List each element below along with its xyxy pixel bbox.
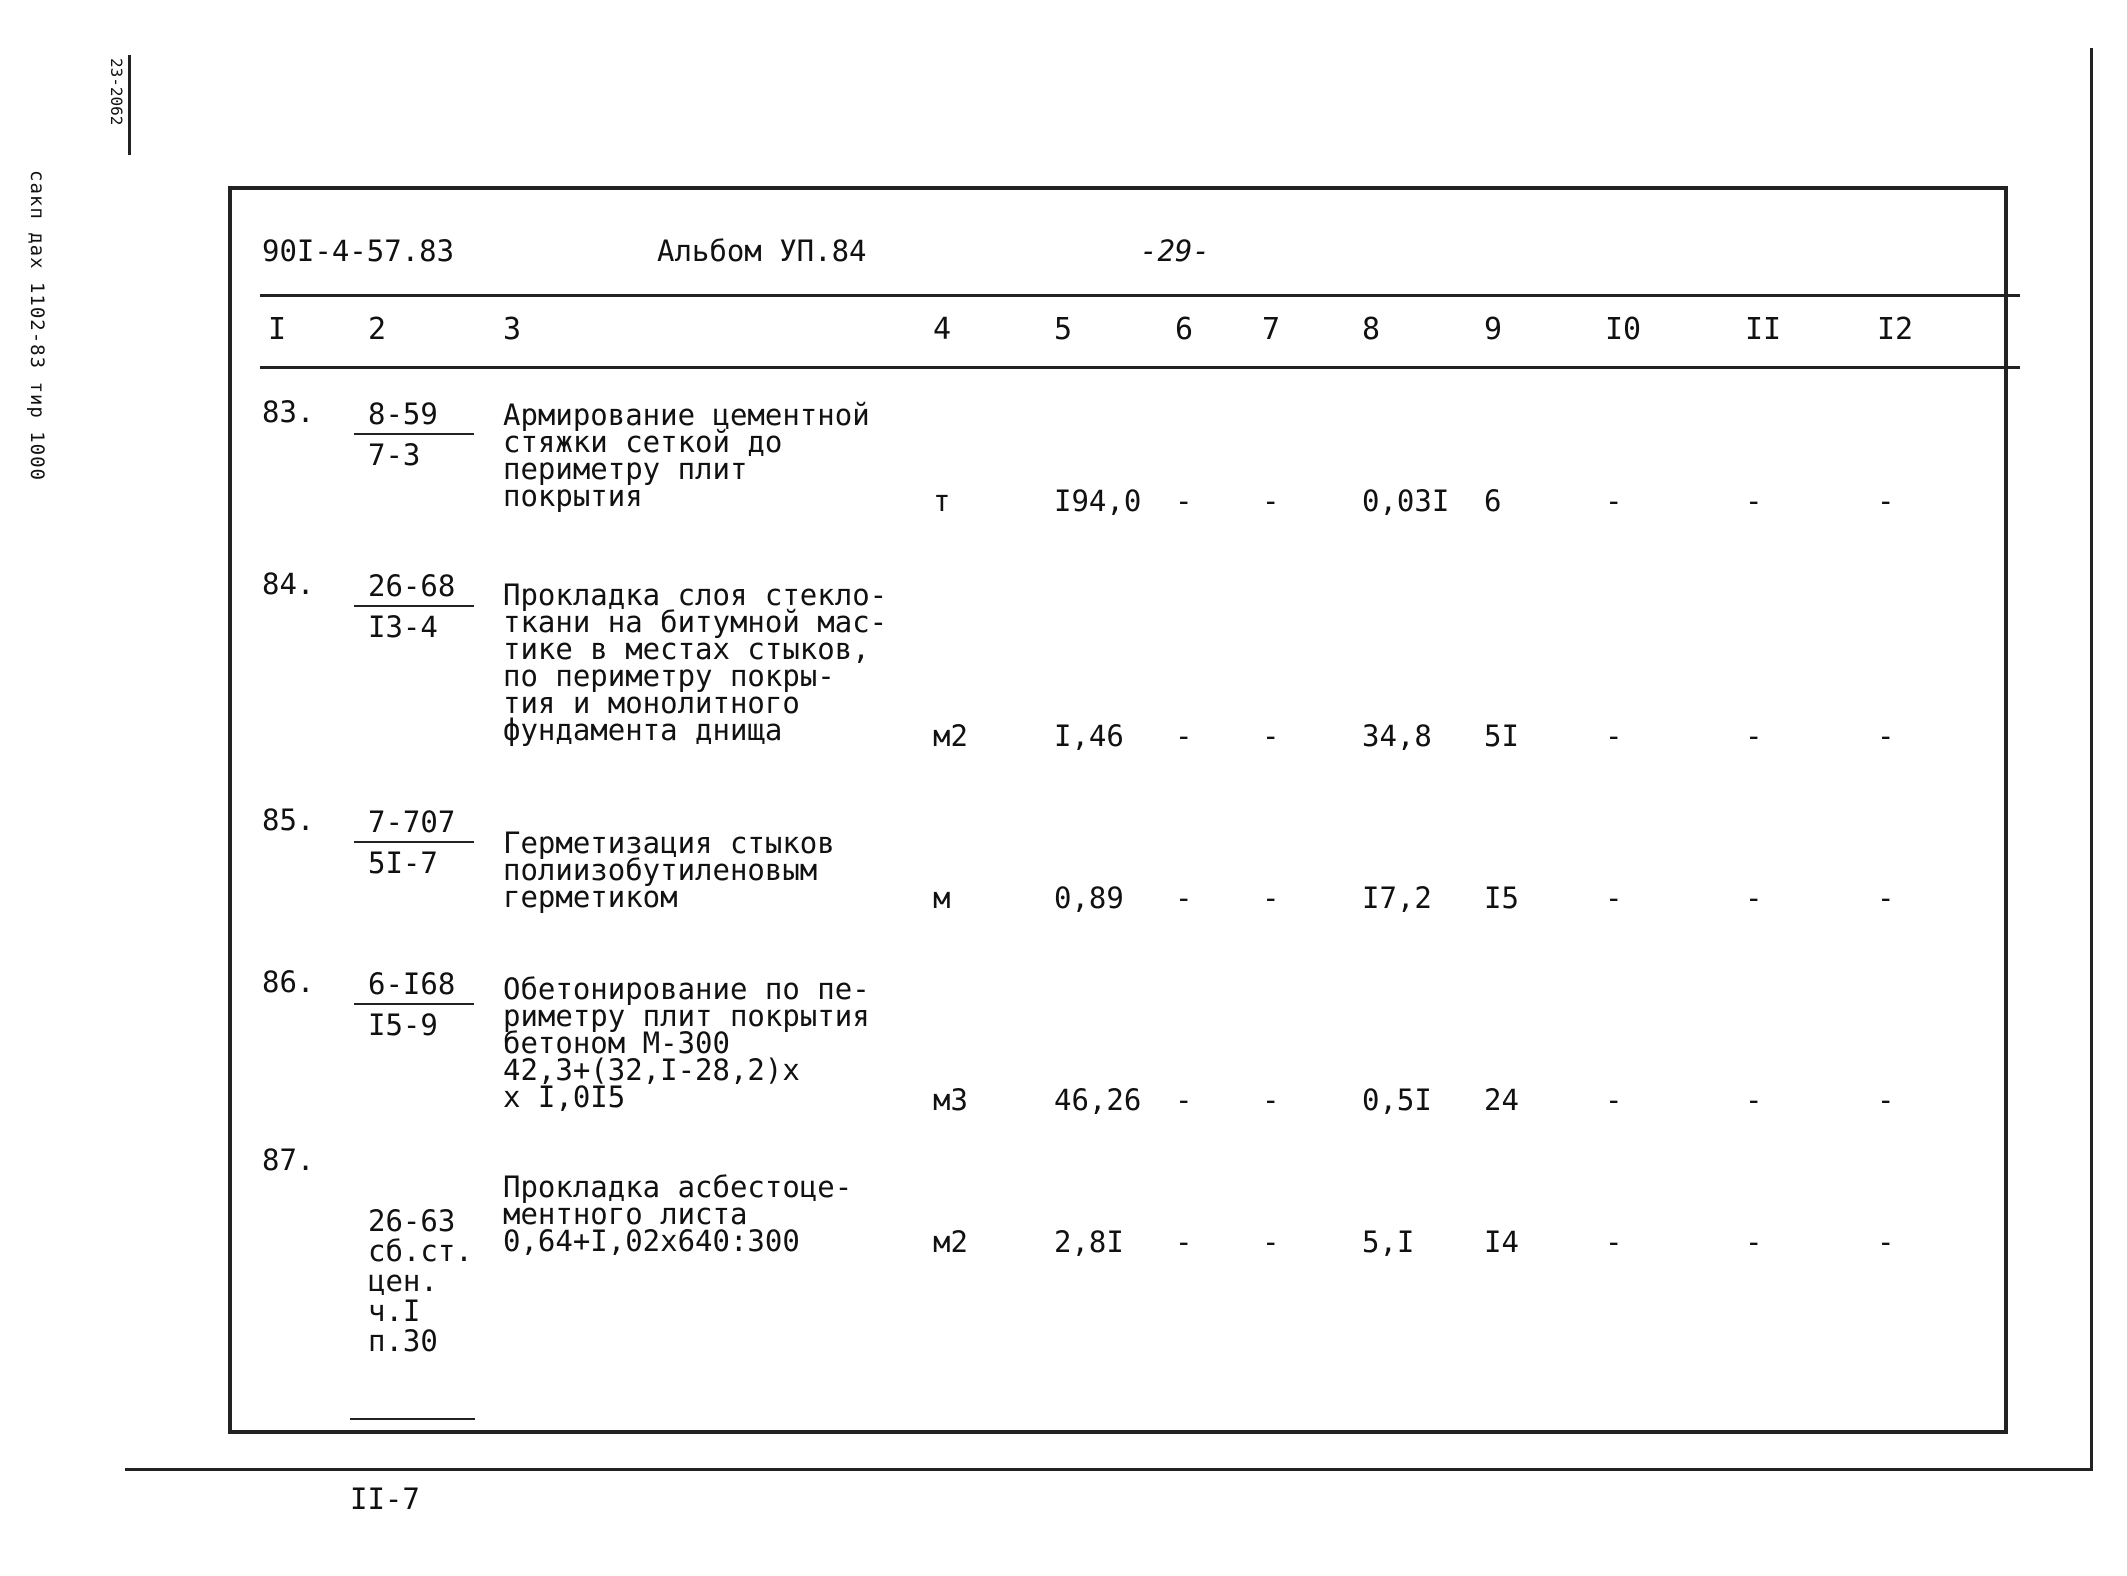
cell-col6: - bbox=[1175, 484, 1193, 518]
cell-col10: - bbox=[1605, 484, 1623, 518]
column-number: 5 bbox=[1054, 312, 1073, 347]
album-label: Альбом УП.84 bbox=[657, 234, 867, 268]
cell-col10: - bbox=[1605, 1083, 1623, 1117]
rate-code bbox=[368, 806, 474, 880]
column-number: 7 bbox=[1262, 312, 1281, 347]
cell-col10: - bbox=[1605, 881, 1623, 915]
column-number: 4 bbox=[933, 312, 952, 347]
cell-col6: - bbox=[1175, 719, 1193, 753]
cell-col9: 6 bbox=[1484, 484, 1502, 518]
rate-code-top: 26-63 сб.ст. цен. ч.I п.30 bbox=[368, 1204, 473, 1358]
rate-code-top: 6-I68 bbox=[368, 967, 456, 1001]
fraction-line bbox=[354, 841, 474, 843]
side-stamp bbox=[8, 0, 158, 900]
fraction-line bbox=[354, 1003, 474, 1005]
rate-code-bottom: 5I-7 bbox=[368, 846, 438, 880]
cell-col7: - bbox=[1262, 1083, 1280, 1117]
unit: т bbox=[933, 484, 951, 518]
cell-col5: 2,8I bbox=[1054, 1225, 1124, 1259]
cell-col9: I4 bbox=[1484, 1225, 1519, 1259]
unit: м3 bbox=[933, 1083, 968, 1117]
column-number: I0 bbox=[1605, 312, 1642, 347]
stamp-print-info: сакп дах 1102-83 тир 1000 bbox=[26, 170, 48, 481]
cell-col7: - bbox=[1262, 881, 1280, 915]
cell-col10: - bbox=[1605, 1225, 1623, 1259]
header-top-rule bbox=[260, 294, 2020, 297]
rate-code-top: 26-68 bbox=[368, 569, 456, 603]
cell-col8: 0,03I bbox=[1362, 484, 1450, 518]
cell-col7: - bbox=[1262, 719, 1280, 753]
cell-col8: I7,2 bbox=[1362, 881, 1432, 915]
cell-col8: 0,5I bbox=[1362, 1083, 1432, 1117]
fraction-line bbox=[350, 1418, 475, 1420]
cell-col11: - bbox=[1745, 719, 1763, 753]
fraction-line bbox=[354, 433, 474, 435]
column-number: 6 bbox=[1175, 312, 1194, 347]
column-number: 8 bbox=[1362, 312, 1381, 347]
cell-col6: - bbox=[1175, 1225, 1193, 1259]
header-bottom-rule bbox=[260, 366, 2020, 369]
cell-col12: - bbox=[1877, 881, 1895, 915]
cell-col9: I5 bbox=[1484, 881, 1519, 915]
cell-col11: - bbox=[1745, 1225, 1763, 1259]
rate-code bbox=[368, 968, 474, 1042]
rate-code bbox=[368, 570, 474, 644]
cell-col10: - bbox=[1605, 719, 1623, 753]
work-description: Обетонирование по пе- риметру плит покрытия бетоном М-300 42,3+(32,I-28,2)х х I,0I5 bbox=[503, 972, 870, 1114]
cell-col12: - bbox=[1877, 1083, 1895, 1117]
column-number: II bbox=[1745, 312, 1782, 347]
row-number: 84. bbox=[262, 567, 315, 601]
row-number: 86. bbox=[262, 965, 315, 999]
document-code: 90I-4-57.83 bbox=[262, 234, 455, 268]
cell-col5: 0,89 bbox=[1054, 881, 1124, 915]
rate-code-bottom: I3-4 bbox=[368, 610, 438, 644]
cell-col12: - bbox=[1877, 719, 1895, 753]
column-number: 2 bbox=[368, 312, 387, 347]
rate-code-bottom: I5-9 bbox=[368, 1008, 438, 1042]
rate-code bbox=[368, 398, 474, 472]
cell-col5: 46,26 bbox=[1054, 1083, 1142, 1117]
row-number: 83. bbox=[262, 395, 315, 429]
cell-col7: - bbox=[1262, 484, 1280, 518]
cell-col7: - bbox=[1262, 1225, 1280, 1259]
cell-col12: - bbox=[1877, 484, 1895, 518]
rate-code-top: 8-59 bbox=[368, 397, 438, 431]
row-number: 85. bbox=[262, 803, 315, 837]
cell-col6: - bbox=[1175, 881, 1193, 915]
cell-col6: - bbox=[1175, 1083, 1193, 1117]
cell-col11: - bbox=[1745, 484, 1763, 518]
rate-code-top: 7-707 bbox=[368, 805, 456, 839]
rate-code bbox=[350, 1146, 475, 1574]
unit: м bbox=[933, 881, 951, 915]
column-number: 3 bbox=[503, 312, 522, 347]
cell-col8: 5,I bbox=[1362, 1225, 1415, 1259]
fraction-line bbox=[354, 605, 474, 607]
work-description: Прокладка асбестоце- ментного листа 0,64+I,02х640:300 bbox=[503, 1170, 853, 1258]
cell-col8: 34,8 bbox=[1362, 719, 1432, 753]
stamp-divider bbox=[128, 55, 131, 155]
unit: м2 bbox=[933, 1225, 968, 1259]
column-number: I2 bbox=[1877, 312, 1914, 347]
page-number: -29- bbox=[1140, 234, 1210, 268]
cell-col11: - bbox=[1745, 881, 1763, 915]
rate-code-bottom: 7-3 bbox=[368, 438, 421, 472]
cell-col5: I,46 bbox=[1054, 719, 1124, 753]
stamp-order-number: 23-2062 bbox=[107, 58, 126, 126]
cell-col9: 5I bbox=[1484, 719, 1519, 753]
rate-code-bottom: II-7 bbox=[350, 1482, 420, 1516]
column-number: I bbox=[268, 312, 287, 347]
work-description: Герметизация стыков полиизобутиленовым герметиком bbox=[503, 826, 835, 914]
cell-col9: 24 bbox=[1484, 1083, 1519, 1117]
cell-col5: I94,0 bbox=[1054, 484, 1142, 518]
work-description: Армирование цементной стяжки сеткой до периметру плит покрытия bbox=[503, 398, 870, 513]
row-number: 87. bbox=[262, 1143, 315, 1177]
cell-col11: - bbox=[1745, 1083, 1763, 1117]
column-number: 9 bbox=[1484, 312, 1503, 347]
unit: м2 bbox=[933, 719, 968, 753]
cell-col12: - bbox=[1877, 1225, 1895, 1259]
work-description: Прокладка слоя стекло- ткани на битумной мас- тике в местах стыков, по периметру покры- тия и монолитного фундамента днища bbox=[503, 578, 888, 747]
